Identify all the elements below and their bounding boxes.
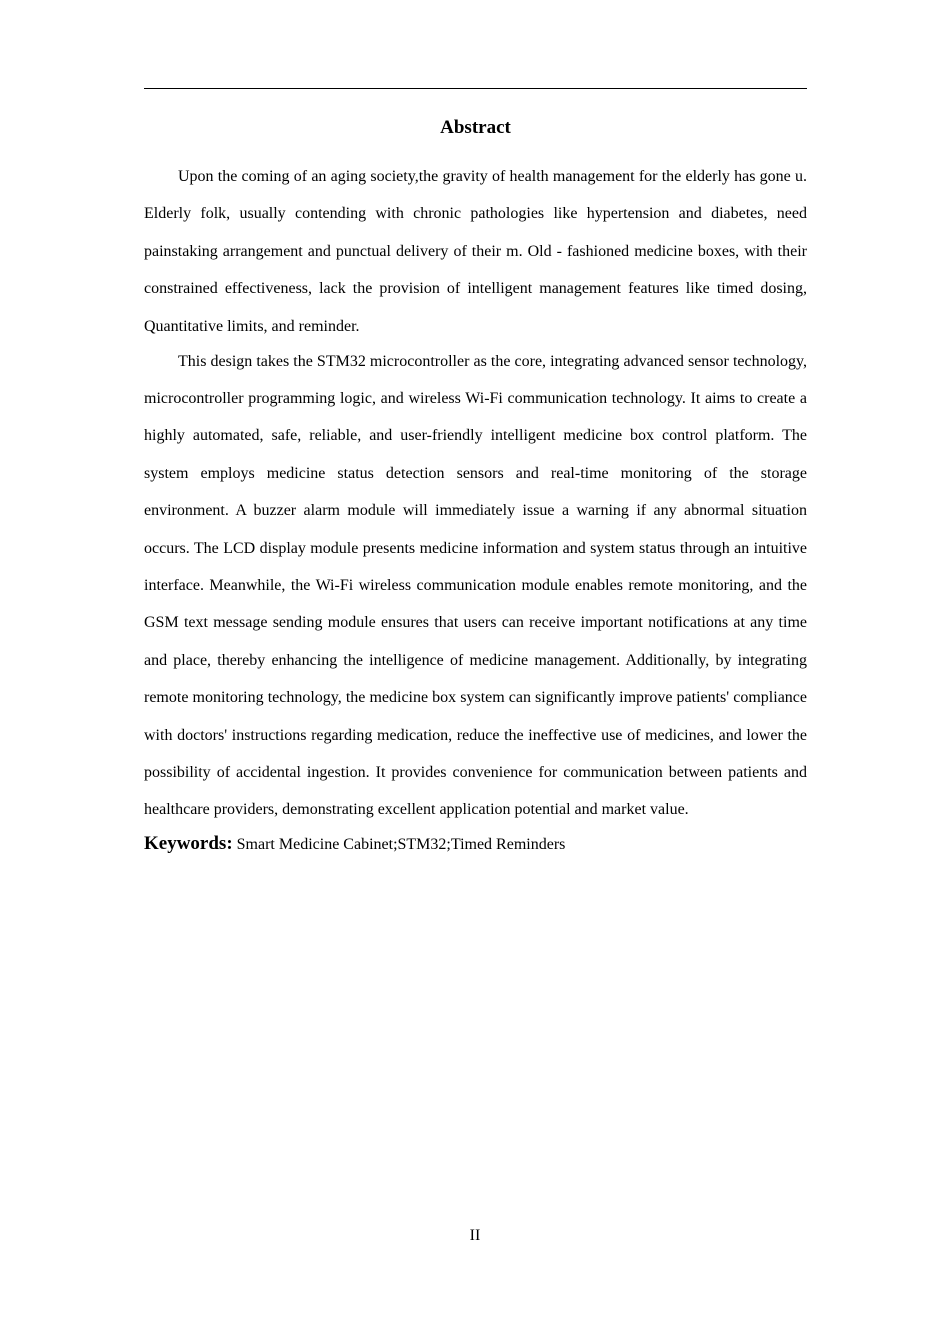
keywords-line bbox=[144, 829, 807, 860]
page-title: Abstract bbox=[440, 117, 511, 138]
header-rule bbox=[144, 88, 807, 89]
abstract-paragraph-1: Upon the coming of an aging society,the gravity of health management for the elderly has gone u. Elderly folk, usually contending with chronic pathologies like hypertension and diabetes, need painstaking arrangement and punctual delivery of their m. Old - fashioned medicine boxes, with their constrained effectiveness, lack the provision of intelligent management features like timed dosing, Quantitative limits, and reminder. bbox=[144, 168, 807, 335]
keywords-value: Smart Medicine Cabinet;STM32;Timed Reminders bbox=[236, 836, 566, 854]
keywords-label: Keywords: bbox=[144, 833, 233, 855]
abstract-paragraph-2: This design takes the STM32 microcontroller as the core, integrating advanced sensor technology, microcontroller programming logic, and wireless Wi-Fi communication technology. It aims to create a highly automated, safe, reliable, and user-friendly intelligent medicine box control platform. The system employs medicine status detection sensors and real-time monitoring of the storage environment. A buzzer alarm module will immediately issue a warning if any abnormal situation occurs. The LCD display module presents medicine information and system status through an intuitive interface. Meanwhile, the Wi-Fi wireless communication module enables remote monitoring, and the GSM text message sending module ensures that users can receive important notifications at any time and place, thereby enhancing the intelligence of medicine management. Additionally, by integrating remote monitoring technology, the medicine box system can significantly improve patients' compliance with doctors' instructions regarding medication, reduce the ineffective use of medicines, and lower the possibility of accidental ingestion. It provides convenience for communication between patients and healthcare providers, demonstrating excellent application potential and market value. bbox=[144, 352, 807, 819]
abstract-body bbox=[144, 158, 807, 860]
page-number: II bbox=[469, 1227, 481, 1244]
